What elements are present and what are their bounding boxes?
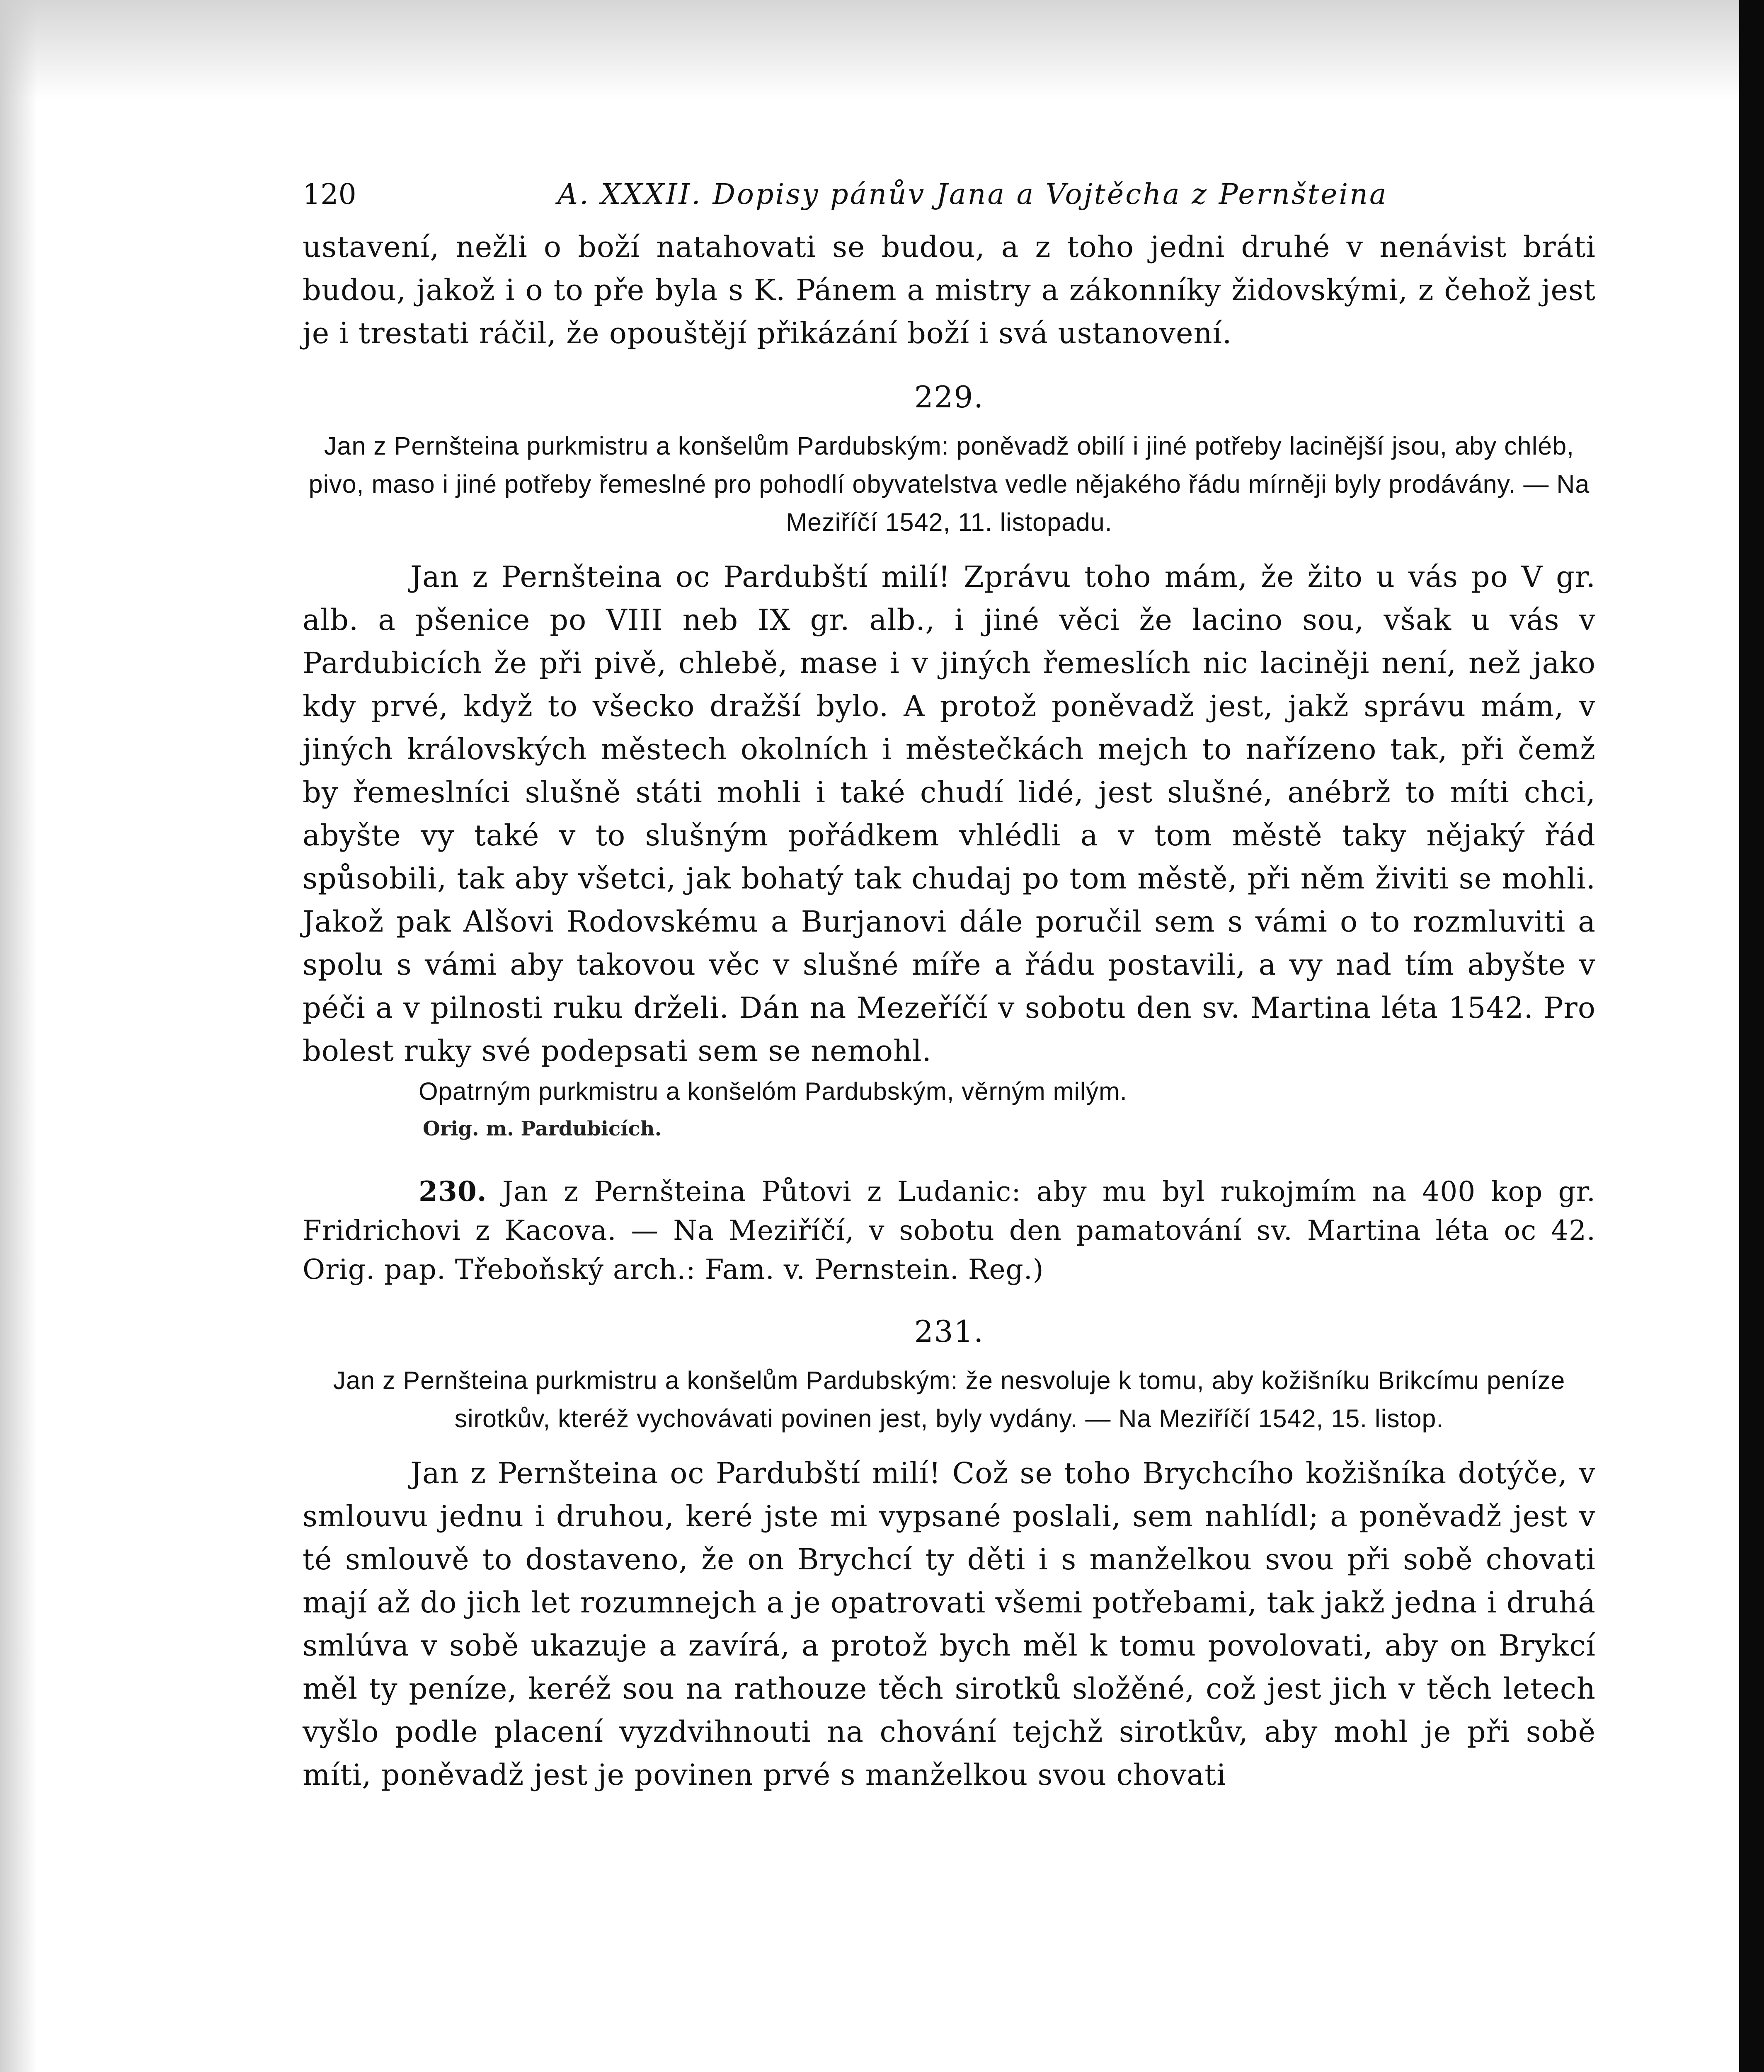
- scan-shadow-top: [0, 0, 1764, 99]
- address-229: Opatrným purkmistru a konšelóm Pardubským, věrným milým.: [419, 1077, 1127, 1105]
- source-note-229: Orig. m. Pardubicích.: [423, 1117, 662, 1140]
- letter-body-231: Jan z Pernšteina oc Pardubští milí! Což se toho Brychcího kožišníka dotýče, v smlouvu jednu i druhou, keré jste mi vypsané poslali, sem nahlídl; a poněvadž jest v té smlouvě to dostaveno, že on Brychcí ty děti i s manželkou svou při sobě chovati mají až do jich let rozumnejch a je opatrovati všemi potřebami, tak jakž jedna i druhá smlúva v sobě ukazuje a zavírá, a protož bych měl k tomu povolovati, aby on Brykcí měl ty peníze, keréž sou na rathouze těch sirotků složěné, což jest jich v těch letech vyšlo podle placení vyzdvihnouti na chování tejchž sirotkův, aby mohl je při sobě míti, poněvadž jest je povinen prvé s manželkou svou chovati: [303, 1456, 1596, 1792]
- running-title: A. XXXII. Dopisy pánův Jana a Vojtěcha z Pernšteina: [557, 178, 1388, 211]
- scan-shadow-left: [0, 0, 37, 2072]
- page-content: [303, 170, 1596, 1796]
- scan-border-right: [1739, 0, 1764, 2072]
- entry-230: [303, 1172, 1596, 1289]
- regest-229: Jan z Pernšteina purkmistru a konšelům Pardubským: poněvadž obilí i jiné potřeby lacinější jsou, aby chléb, pivo, maso i jiné potřeby řemeslné pro pohodlí obyvatelstva vedle nějakého řádu mírněji byly prodávány. — Na Meziříčí 1542, 11. listopadu.: [308, 432, 1590, 536]
- entry-number-229: 229.: [914, 380, 984, 414]
- entry-number-231: 231.: [914, 1314, 984, 1349]
- page-number: 120: [303, 178, 356, 211]
- page-header: [303, 170, 1596, 220]
- letter-body-229: Jan z Pernšteina oc Pardubští milí! Zprávu toho mám, že žito u vás po V gr. alb. a pšenice po VIII neb IX gr. alb., i jiné věci že lacino sou, však u vás v Pardubicích že při pivě, chlebě, mase i v jiných řemeslích nic laciněji není, než jako kdy prvé, když to všecko dražší bylo. A protož poněvadž jest, jakž správu mám, v jiných královských městech okolních i městečkách mejch to nařízeno tak, při čemž by řemeslníci slušně státi mohli i také chudí lidé, jest slušné, anébrž to míti chci, abyšte vy také v to slušným pořádkem vhlédli a v tom městě taky nějaký řád spůsobili, tak aby všetci, jak bohatý tak chudaj po tom městě, při něm živiti se mohli. Jakož pak Alšovi Rodovskému a Burjanovi dále poručil sem s vámi o to rozmluviti a spolu s vámi aby takovou věc v slušné míře a řádu postavili, a vy nad tím abyšte v péči a v pilnosti ruku drželi. Dán na Mezeříčí v sobotu den sv. Martina léta 1542. Pro bolest ruky své podepsati sem se nemohl.: [303, 560, 1596, 1068]
- entry-number-230: 230.: [419, 1175, 487, 1208]
- regest-231: Jan z Pernšteina purkmistru a konšelům Pardubským: že nesvoluje k tomu, aby kožišníku Brikcímu peníze sirotkův, kteréž vychovávati povinen jest, byly vydány. — Na Meziříčí 1542, 15. listop.: [333, 1366, 1565, 1433]
- entry-text-230: Jan z Pernšteina Půtovi z Ludanic: aby mu byl rukojmím na 400 kop gr. Fridrichovi z Kacova. — Na Meziříčí, v sobotu den pamatování sv. Martina léta oc 42. Orig. pap. Třeboňský arch.: Fam. v. Pernstein. Reg.): [303, 1176, 1596, 1285]
- intro-paragraph: ustavení, nežli o boží natahovati se budou, a z toho jedni druhé v nenávist bráti budou, jakož i o to pře byla s K. Pánem a mistry a zákonníky židovskými, z čehož jest je i trestati ráčil, že opouštějí přikázání boží i svá ustanovení.: [303, 230, 1596, 350]
